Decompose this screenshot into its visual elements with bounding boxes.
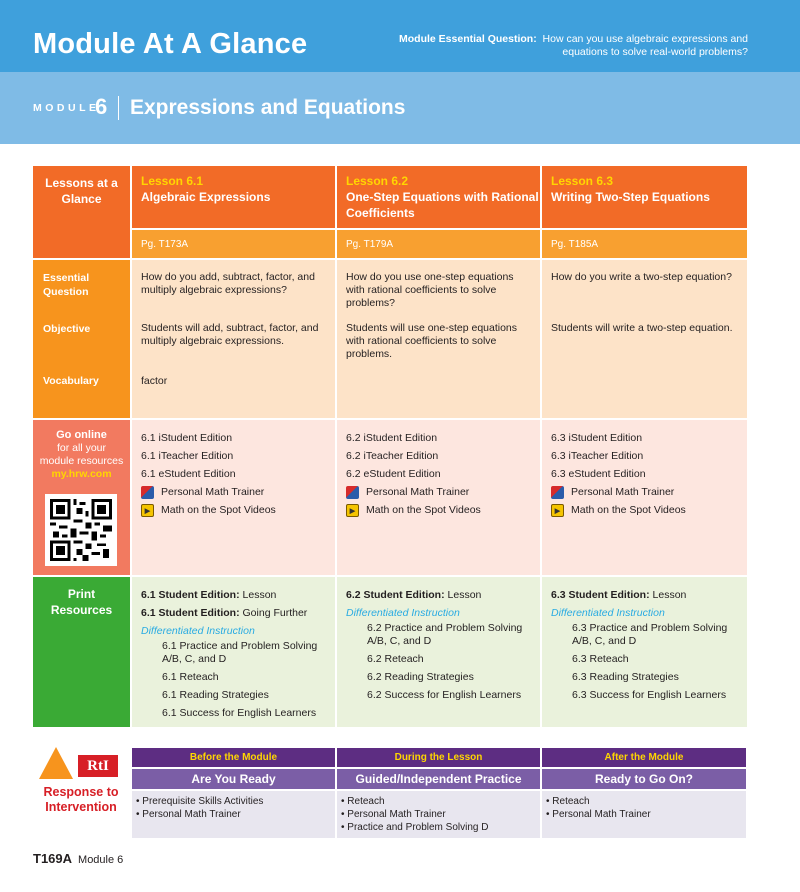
personal-math-trainer-link[interactable] bbox=[141, 483, 335, 501]
print-sub-item: 6.1 Practice and Problem Solving A/B, C, and D bbox=[162, 640, 318, 665]
rti-column-list bbox=[132, 791, 335, 838]
print-sub-item: 6.1 Success for English Learners bbox=[162, 707, 317, 719]
list-item: • Personal Math Trainer bbox=[341, 809, 446, 820]
lesson-number: Lesson 6.1 bbox=[141, 174, 204, 188]
lesson-3-details bbox=[542, 260, 747, 418]
lesson-2-details bbox=[337, 260, 540, 418]
personal-math-trainer-icon bbox=[551, 486, 564, 499]
print-sub-item: 6.1 Reading Strategies bbox=[162, 689, 269, 701]
iteacher-link[interactable]: 6.1 iTeacher Edition bbox=[141, 450, 234, 462]
video-icon: ▶ bbox=[346, 504, 359, 517]
module-label: MODULE bbox=[33, 102, 100, 114]
print-sub-item: 6.1 Reteach bbox=[162, 671, 219, 683]
vocabulary-row-label: Vocabulary bbox=[43, 375, 99, 387]
hrw-link[interactable]: my.hrw.com bbox=[51, 468, 112, 480]
pyramid-icon bbox=[39, 747, 73, 779]
go-online-label: Go online bbox=[56, 429, 107, 441]
print-resources-label: Print Resources bbox=[33, 577, 130, 727]
lesson-1-page: Pg. T173A bbox=[132, 230, 335, 258]
personal-math-trainer-link[interactable] bbox=[346, 483, 540, 501]
lesson-objective: Students will write a two-step equation. bbox=[551, 322, 733, 334]
differentiated-instruction-heading: Differentiated Instruction bbox=[346, 607, 460, 619]
essential-labels bbox=[33, 260, 130, 418]
rti-logo bbox=[33, 745, 129, 825]
estudent-link[interactable]: 6.1 eStudent Edition bbox=[141, 468, 236, 480]
lesson-3-page: Pg. T185A bbox=[542, 230, 747, 258]
math-on-the-spot-link[interactable] bbox=[141, 501, 335, 519]
lesson-1-header bbox=[132, 166, 335, 228]
rti-column-head: During the Lesson bbox=[337, 748, 540, 767]
lesson-essential-question: How do you use one-step equations with rational coefficients to solve problems? bbox=[346, 271, 514, 309]
istudent-link[interactable]: 6.1 iStudent Edition bbox=[141, 432, 233, 444]
lesson-3-header bbox=[542, 166, 747, 228]
module-divider bbox=[118, 96, 119, 120]
print-sub-item: 6.2 Practice and Problem Solving A/B, C, and D bbox=[367, 622, 523, 647]
lessons-header-row bbox=[33, 166, 747, 228]
print-sub-item: 6.3 Success for English Learners bbox=[572, 689, 727, 701]
print-line: 6.1 Student Edition: Lesson bbox=[141, 589, 277, 601]
lesson-vocabulary: factor bbox=[141, 375, 168, 387]
page-number: T169A bbox=[33, 851, 73, 866]
pmt-label: Personal Math Trainer bbox=[366, 486, 470, 498]
video-icon: ▶ bbox=[551, 504, 564, 517]
print-sub-item: 6.3 Reteach bbox=[572, 653, 629, 665]
module-number: 6 bbox=[95, 94, 108, 119]
rti-column-head: After the Module bbox=[542, 748, 746, 767]
lesson-2-header bbox=[337, 166, 540, 228]
page-title: Module At A Glance bbox=[33, 28, 308, 60]
list-item: • Personal Math Trainer bbox=[136, 809, 241, 820]
module-essential-question bbox=[398, 33, 748, 59]
rti-column-head: Before the Module bbox=[132, 748, 335, 767]
print-sub-item: 6.2 Success for English Learners bbox=[367, 689, 522, 701]
print-resources-row bbox=[33, 577, 747, 727]
objective-row-label: Objective bbox=[43, 323, 91, 335]
math-on-the-spot-link[interactable] bbox=[551, 501, 747, 519]
print-line: 6.2 Student Edition: Lesson bbox=[346, 589, 482, 601]
list-item: • Reteach bbox=[546, 796, 590, 807]
iteacher-link[interactable]: 6.2 iTeacher Edition bbox=[346, 450, 439, 462]
mos-label: Math on the Spot Videos bbox=[366, 504, 481, 516]
list-item: • Practice and Problem Solving D bbox=[341, 822, 489, 833]
go-online-panel bbox=[33, 420, 130, 575]
lesson-title: Writing Two-Step Equations bbox=[551, 190, 710, 204]
rti-after-module bbox=[542, 748, 746, 838]
lesson-3-online bbox=[542, 420, 747, 575]
print-sub-item: 6.3 Reading Strategies bbox=[572, 671, 679, 683]
header-bar bbox=[0, 0, 800, 72]
istudent-link[interactable]: 6.2 iStudent Edition bbox=[346, 432, 438, 444]
estudent-link[interactable]: 6.3 eStudent Edition bbox=[551, 468, 646, 480]
istudent-link[interactable]: 6.3 iStudent Edition bbox=[551, 432, 643, 444]
mos-label: Math on the Spot Videos bbox=[571, 504, 686, 516]
math-on-the-spot-link[interactable] bbox=[346, 501, 540, 519]
page-ref-row bbox=[33, 230, 747, 258]
list-item: • Reteach bbox=[341, 796, 385, 807]
rti-column-list bbox=[542, 791, 746, 838]
personal-math-trainer-icon bbox=[346, 486, 359, 499]
estudent-link[interactable]: 6.2 eStudent Edition bbox=[346, 468, 441, 480]
rti-column-sub: Are You Ready bbox=[132, 769, 335, 789]
differentiated-instruction-heading: Differentiated Instruction bbox=[551, 607, 665, 619]
rti-during-lesson bbox=[337, 748, 540, 838]
lesson-3-print bbox=[542, 577, 747, 727]
print-line: 6.1 Student Edition: Going Further bbox=[141, 607, 308, 619]
rti-column-list bbox=[337, 791, 540, 838]
print-sub-item: 6.2 Reteach bbox=[367, 653, 424, 665]
essential-row bbox=[33, 260, 747, 418]
personal-math-trainer-link[interactable] bbox=[551, 483, 747, 501]
lesson-objective: Students will add, subtract, factor, and multiply algebraic expressions. bbox=[141, 322, 319, 347]
module-band bbox=[0, 72, 800, 144]
print-sub-item: 6.3 Practice and Problem Solving A/B, C, and D bbox=[572, 622, 728, 647]
lesson-number: Lesson 6.2 bbox=[346, 174, 409, 188]
list-item: • Personal Math Trainer bbox=[546, 809, 651, 820]
footer-module: Module 6 bbox=[78, 854, 124, 866]
rti-column-sub: Ready to Go On? bbox=[542, 769, 746, 789]
qr-code-icon bbox=[45, 494, 117, 566]
rti-before-module bbox=[132, 748, 335, 838]
rti-label: Response to Intervention bbox=[43, 785, 119, 814]
lesson-2-online bbox=[337, 420, 540, 575]
lesson-title: One-Step Equations with Rational Coefficients bbox=[346, 190, 539, 220]
essential-question-label: Module Essential Question: bbox=[399, 33, 537, 45]
lesson-2-page: Pg. T179A bbox=[337, 230, 540, 258]
lesson-1-print bbox=[132, 577, 335, 727]
print-line: 6.3 Student Edition: Lesson bbox=[551, 589, 687, 601]
lesson-2-print bbox=[337, 577, 540, 727]
differentiated-instruction-heading: Differentiated Instruction bbox=[141, 625, 255, 637]
page-footer bbox=[33, 851, 123, 866]
go-online-subtext: for all your module resources bbox=[39, 442, 124, 467]
list-item: • Prerequisite Skills Activities bbox=[136, 796, 264, 807]
lesson-essential-question: How do you add, subtract, factor, and multiply algebraic expressions? bbox=[141, 271, 315, 296]
rti-column-sub: Guided/Independent Practice bbox=[337, 769, 540, 789]
print-sub-item: 6.2 Reading Strategies bbox=[367, 671, 474, 683]
lesson-title: Algebraic Expressions bbox=[141, 190, 271, 204]
online-resources-row bbox=[33, 420, 747, 575]
lesson-1-online bbox=[132, 420, 335, 575]
pmt-label: Personal Math Trainer bbox=[571, 486, 675, 498]
module-title: Expressions and Equations bbox=[130, 96, 406, 119]
pmt-label: Personal Math Trainer bbox=[161, 486, 265, 498]
rti-badge: RtI bbox=[78, 755, 118, 777]
personal-math-trainer-icon bbox=[141, 486, 154, 499]
mos-label: Math on the Spot Videos bbox=[161, 504, 276, 516]
lessons-at-a-glance-label: Lessons at a Glance bbox=[33, 166, 130, 258]
essential-question-row-label: Essential Question bbox=[43, 272, 90, 298]
essential-question-text: How can you use algebraic expressions and equations to solve real-world problems? bbox=[542, 33, 748, 58]
lesson-number: Lesson 6.3 bbox=[551, 174, 614, 188]
lesson-1-details bbox=[132, 260, 335, 418]
lesson-objective: Students will use one-step equations with rational coefficients to solve problems. bbox=[346, 322, 518, 360]
lesson-essential-question: How do you write a two-step equation? bbox=[551, 271, 732, 283]
video-icon: ▶ bbox=[141, 504, 154, 517]
iteacher-link[interactable]: 6.3 iTeacher Edition bbox=[551, 450, 644, 462]
